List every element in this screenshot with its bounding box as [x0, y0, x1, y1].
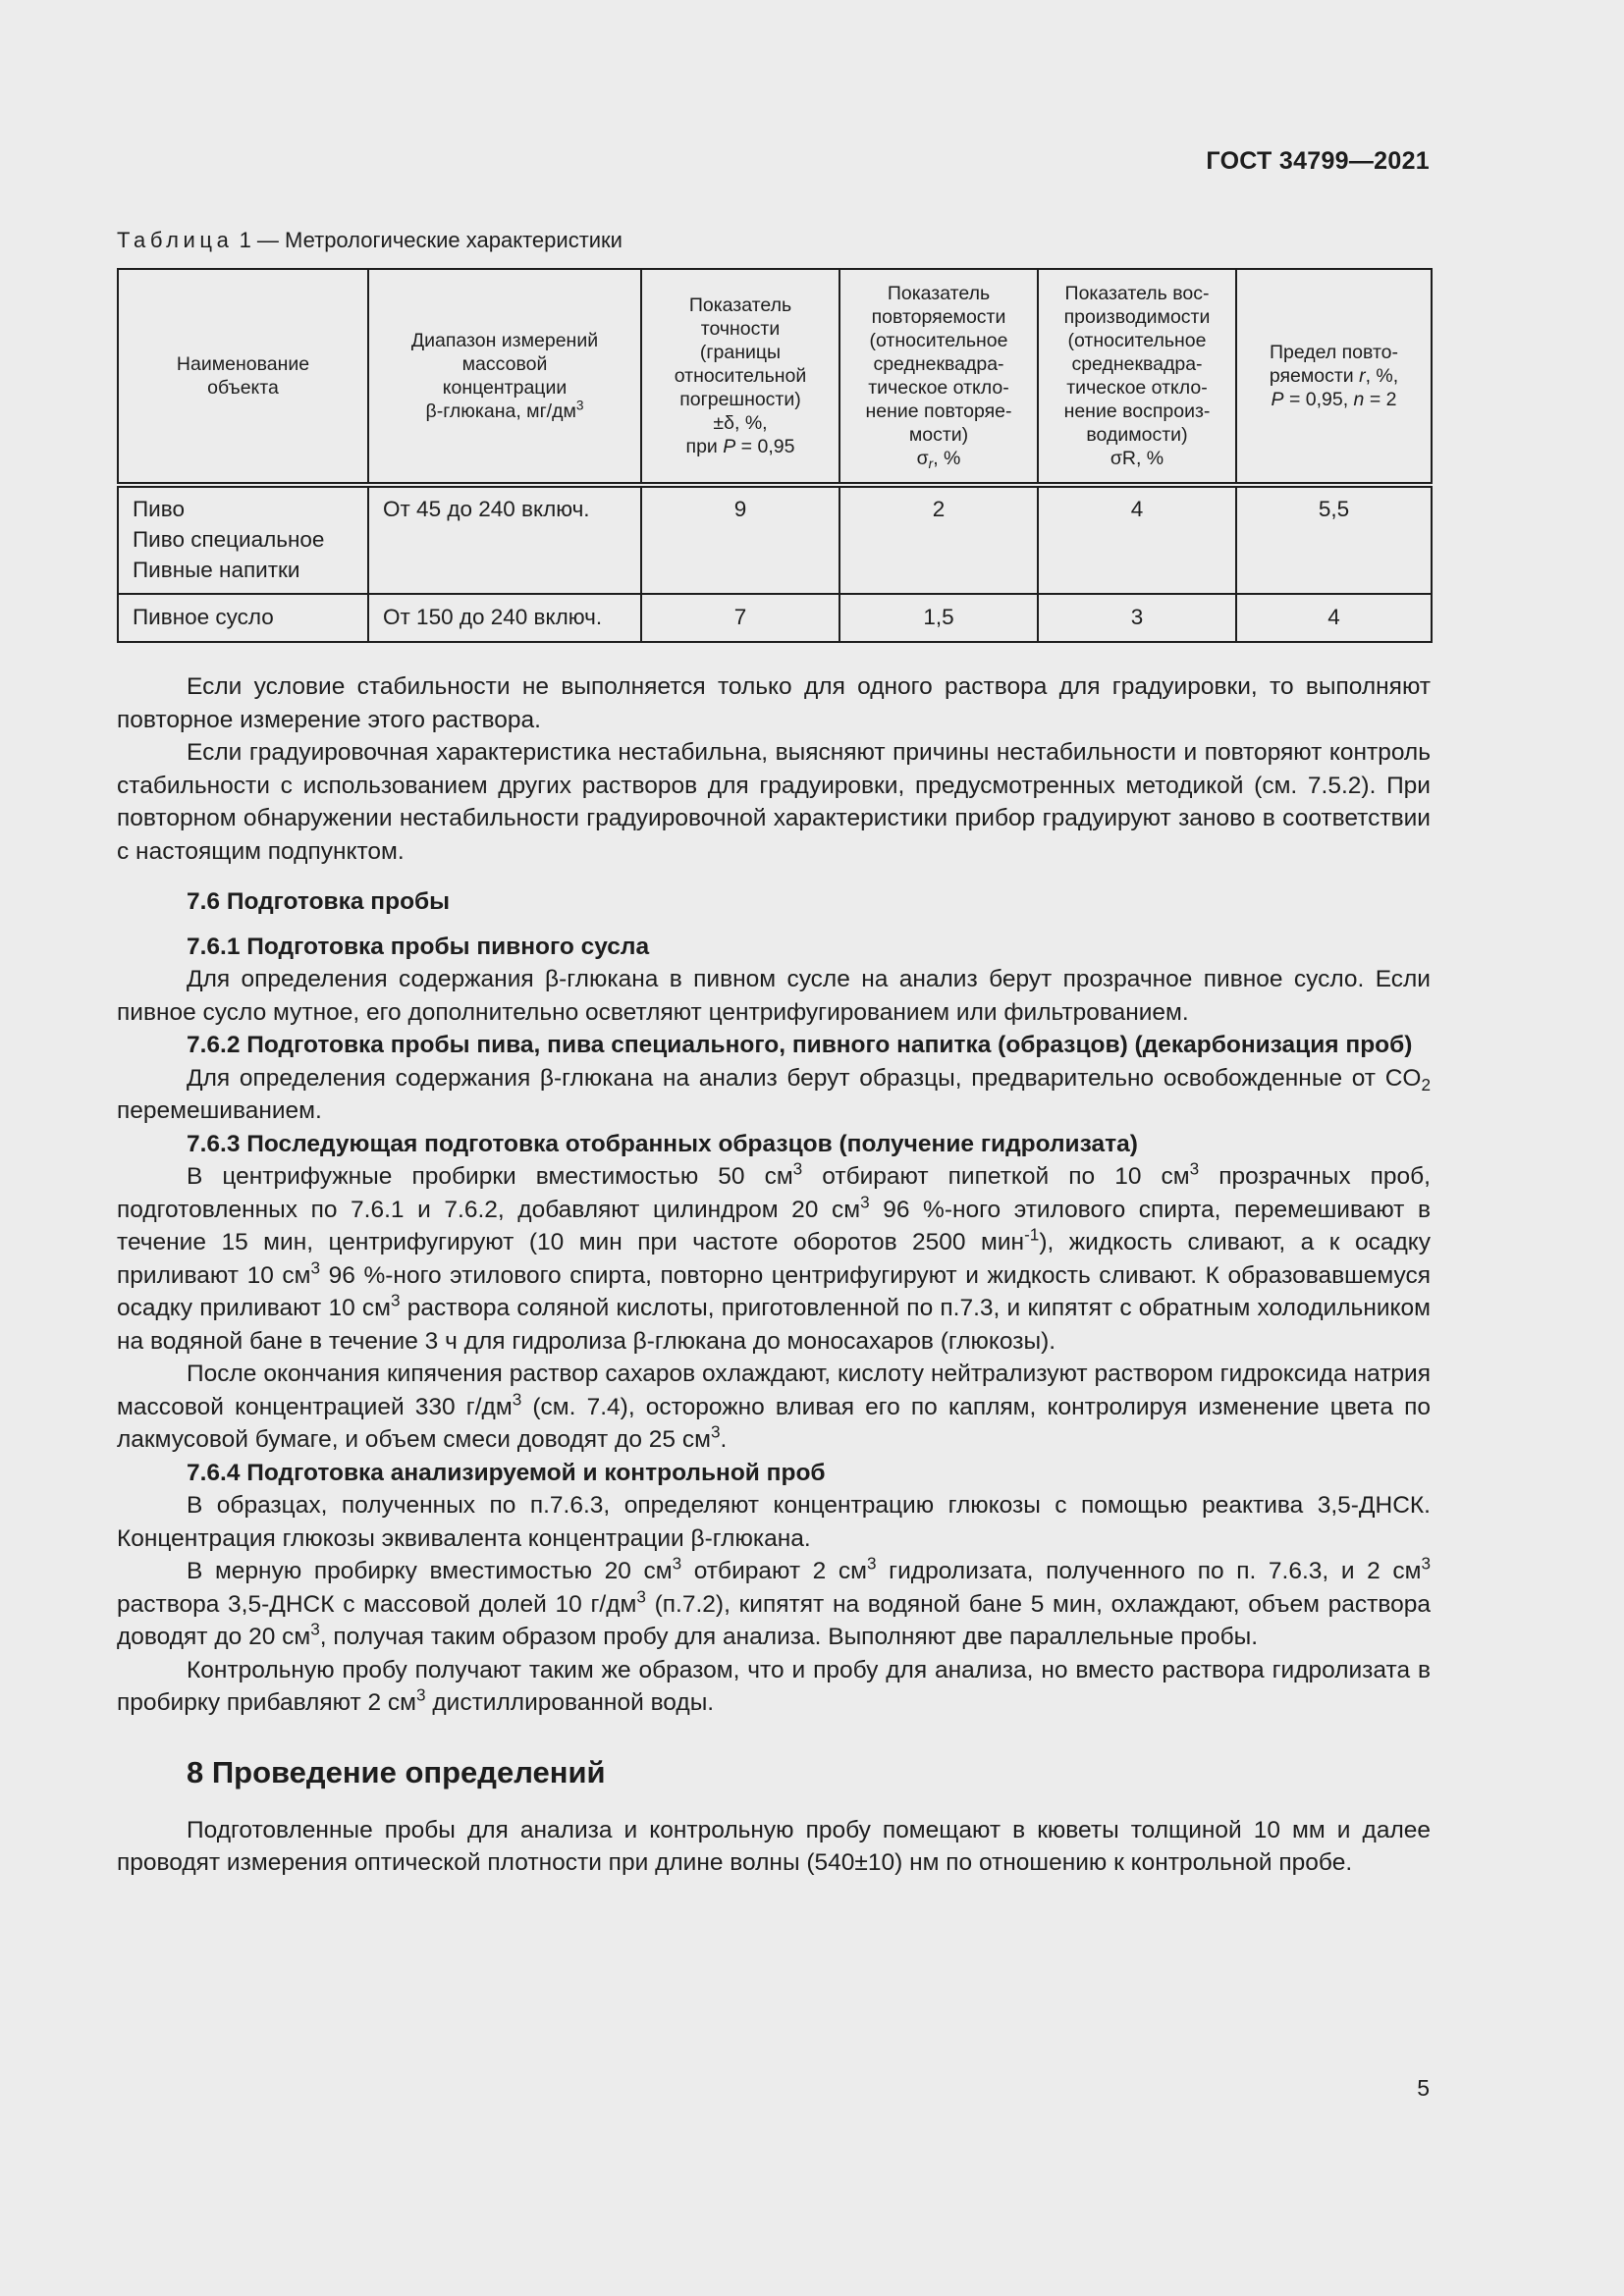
header-line: относительной [674, 365, 807, 387]
header-line: среднеквадра- [873, 353, 1004, 375]
text-run: Контрольную пробу получают таким же образом, что и пробу для анализа, но вместо раствора гидролизата в пробирку прибавляют 2 см [117, 1656, 1431, 1716]
text-run: В центрифужные пробирки вместимостью 50 см [187, 1163, 793, 1190]
object-line: Пиво [133, 497, 185, 521]
header-line [648, 435, 833, 458]
header-line: Диапазон измерений [410, 330, 599, 351]
superscript: 3 [860, 1192, 870, 1212]
cell-range: От 45 до 240 включ. [368, 485, 641, 594]
superscript: 3 [1189, 1158, 1200, 1179]
table-header-row [118, 269, 1432, 485]
subsection-heading-7-6-1: 7.6.1 Подготовка пробы пивного сусла [187, 933, 650, 960]
header-line [375, 400, 634, 423]
paragraph [117, 1555, 1431, 1654]
header-line: мости) [908, 424, 969, 446]
header-text: = 0,95 [735, 436, 795, 457]
text-run: 96 %-ного этилового спирта, перемешивают в течение 15 мин, центрифугируют (10 мин при частоте оборотов 2500 мин [117, 1196, 1431, 1255]
header-line: (границы [699, 342, 782, 363]
metrological-characteristics-table [117, 268, 1433, 643]
cell-reproducibility: 3 [1038, 594, 1236, 642]
header-object-name [118, 269, 368, 485]
header-line: повторяемости [871, 306, 1006, 328]
header-line: ±δ, %, [713, 412, 768, 434]
italic-var: n [1353, 389, 1365, 410]
text-run: раствора 3,5-ДНСК с массовой долей 10 г/дм [117, 1590, 637, 1618]
page-number: 5 [1417, 2075, 1430, 2101]
header-text: , %, [1365, 365, 1399, 387]
object-line: Пивное сусло [133, 605, 274, 629]
italic-var: r [1359, 365, 1366, 387]
header-line: массовой [461, 353, 548, 375]
cell-limit: 5,5 [1236, 485, 1432, 594]
paragraph: Подготовленные пробы для анализа и контрольную пробу помещают в кюветы толщиной 10 мм и далее проводят измерения оптической плотности при длине волны (540±10) нм по отношению к контрольной пробе. [117, 1816, 1431, 1876]
standard-code: ГОСТ 34799—2021 [1206, 147, 1430, 175]
italic-var: P [723, 436, 736, 457]
header-line: Наименование [176, 353, 310, 375]
superscript: 3 [416, 1684, 426, 1705]
cell-repeatability: 2 [839, 485, 1038, 594]
superscript: 3 [391, 1290, 401, 1310]
superscript: 3 [710, 1421, 721, 1442]
superscript: 3 [310, 1257, 321, 1278]
header-reproducibility [1038, 269, 1236, 485]
header-text: = 0,95, [1283, 389, 1354, 410]
text-run: , получая таким образом пробу для анализа. Выполняют две параллельные пробы. [319, 1624, 1259, 1650]
header-line: (относительное [869, 330, 1008, 351]
header-line: водимости) [1086, 424, 1188, 446]
subsection-heading-7-6-4: 7.6.4 Подготовка анализируемой и контрольной проб [187, 1459, 826, 1486]
superscript: 3 [575, 398, 584, 413]
header-line: производимости [1063, 306, 1211, 328]
header-line [1243, 364, 1425, 388]
paragraph [117, 1358, 1431, 1457]
section-heading-8: 8 Проведение определений [187, 1754, 606, 1789]
cell-object [118, 594, 368, 642]
text-run: . [720, 1426, 728, 1453]
header-line: (относительное [1067, 330, 1207, 351]
table-caption-label: Таблица [117, 228, 234, 252]
header-accuracy [641, 269, 839, 485]
text-run: В мерную пробирку вместимостью 20 см [187, 1558, 673, 1584]
header-text: β-глюкана, мг/дм [425, 400, 576, 422]
header-repeatability [839, 269, 1038, 485]
subsection-heading-7-6-2: 7.6.2 Подготовка пробы пива, пива специального, пивного напитка (образцов) (декарбонизация проб) [187, 1032, 1413, 1058]
text-run: дистиллированной воды. [425, 1689, 715, 1716]
object-line: Пивные напитки [133, 558, 300, 582]
paragraph [117, 1654, 1431, 1720]
header-text: при [685, 436, 724, 457]
header-line: тическое откло- [1066, 377, 1208, 399]
text-run: прозрачных проб, подготовленных по 7.6.1 и 7.6.2, добавляют цилиндром 20 см [117, 1163, 1431, 1223]
paragraph: Если градуировочная характеристика нестабильна, выясняют причины нестабильности и повторяют контроль стабильности с использованием других растворов для градуировки, предусмотренных методикой (см. 7.5.2). При повторном обнаружении нестабильности градуировочной характеристики прибор градуируют заново в соответствии с настоящим подпунктом. [117, 739, 1431, 865]
table-row [118, 485, 1432, 594]
superscript: 3 [636, 1586, 646, 1607]
text-run: гидролизата, полученного по п. 7.6.3, и 2 см [876, 1558, 1422, 1584]
superscript: -1 [1024, 1224, 1040, 1245]
header-line: точности [700, 318, 781, 340]
text-run: (см. 7.4), осторожно вливая его по каплям, контролируя изменение цвета по лакмусовой бумаге, и объем смеси доводят до 25 см [117, 1393, 1431, 1453]
header-line: объекта [207, 377, 279, 399]
section-heading-7-6: 7.6 Подготовка пробы [187, 888, 451, 915]
superscript: 3 [310, 1619, 320, 1639]
text-run: раствора соляной кислоты, приготовленной по п.7.3, и кипятят с обратным холодильником на водяной бане в течение 3 ч для гидролиза β-глюкана до моносахаров (глюкозы). [117, 1295, 1432, 1355]
header-line: Показатель [688, 294, 792, 316]
paragraph: Если условие стабильности не выполняется только для одного раствора для градуировки, то выполняют повторное измерение этого раствора. [117, 673, 1431, 733]
table-caption [117, 228, 623, 253]
cell-accuracy: 9 [641, 485, 839, 594]
text-run: перемешиванием. [117, 1097, 322, 1124]
text-run: 96 %-ного этилового спирта, повторно центрифугируют и жидкость сливают. К образовавшемуся осадку приливают 10 см [117, 1261, 1431, 1321]
superscript: 3 [867, 1553, 877, 1574]
header-line: Показатель вос- [1064, 283, 1210, 304]
text-run: отбирают 2 см [681, 1558, 868, 1584]
text-run: отбирают пипеткой по 10 см [802, 1163, 1190, 1190]
italic-var: P [1271, 389, 1284, 410]
paragraph: В образцах, полученных по п.7.6.3, определяют концентрацию глюкозы с помощью реактива 3,5-ДНСК. Концентрация глюкозы эквивалента концентрации β-глюкана. [117, 1492, 1431, 1552]
header-line: тическое откло- [868, 377, 1009, 399]
header-line: σR, % [1110, 448, 1164, 469]
text-run: Для определения содержания β-глюкана на анализ берут образцы, предварительно освобожденные от CO [187, 1064, 1422, 1092]
cell-repeatability: 1,5 [839, 594, 1038, 642]
superscript: 3 [1421, 1553, 1431, 1574]
header-line: среднеквадра- [1071, 353, 1203, 375]
header-text: = 2 [1364, 389, 1397, 410]
paragraph: Для определения содержания β-глюкана в пивном сусле на анализ берут прозрачное пивное сусло. Если пивное сусло мутное, его дополнительно осветляют центрифугированием или фильтрованием. [117, 966, 1431, 1026]
header-text: σ [916, 448, 929, 469]
cell-object [118, 485, 368, 594]
table-row [118, 594, 1432, 642]
header-text: , % [933, 448, 961, 469]
subscript: 2 [1421, 1074, 1431, 1095]
header-text: ряемости [1269, 365, 1360, 387]
subsection-heading-7-6-3: 7.6.3 Последующая подготовка отобранных образцов (получение гидролизата) [187, 1130, 1138, 1157]
header-line: Показатель [887, 283, 991, 304]
italic-var: r [928, 456, 934, 472]
header-line [1243, 388, 1425, 411]
header-line: нение воспроиз- [1063, 400, 1211, 422]
cell-range: От 150 до 240 включ. [368, 594, 641, 642]
paragraph [117, 1160, 1431, 1358]
text-run: После окончания кипячения раствор сахаров охлаждают, кислоту нейтрализуют раствором гидроксида натрия массовой концентрацией 330 г/дм [117, 1361, 1431, 1420]
header-measurement-range [368, 269, 641, 485]
header-line [846, 447, 1031, 470]
text-run: ), жидкость сливают, а к осадку приливают 10 см [117, 1229, 1432, 1289]
cell-accuracy: 7 [641, 594, 839, 642]
superscript: 3 [792, 1158, 803, 1179]
object-line: Пиво специальное [133, 527, 325, 552]
cell-reproducibility: 4 [1038, 485, 1236, 594]
superscript: 3 [672, 1553, 682, 1574]
paragraph [117, 1062, 1431, 1128]
superscript: 3 [512, 1389, 522, 1410]
header-line: Предел повто- [1269, 342, 1399, 363]
document-body [117, 670, 1431, 1880]
header-line: концентрации [442, 377, 568, 399]
table-caption-title: 1 — Метрологические характеристики [233, 228, 623, 252]
header-line: погрешности) [679, 389, 801, 410]
header-line: нение повторяе- [865, 400, 1012, 422]
text-run: (п.7.2), кипятят на водяной бане 5 мин, охлаждают, объем раствора доводят до 20 см [117, 1590, 1431, 1650]
cell-limit: 4 [1236, 594, 1432, 642]
header-repeatability-limit [1236, 269, 1432, 485]
